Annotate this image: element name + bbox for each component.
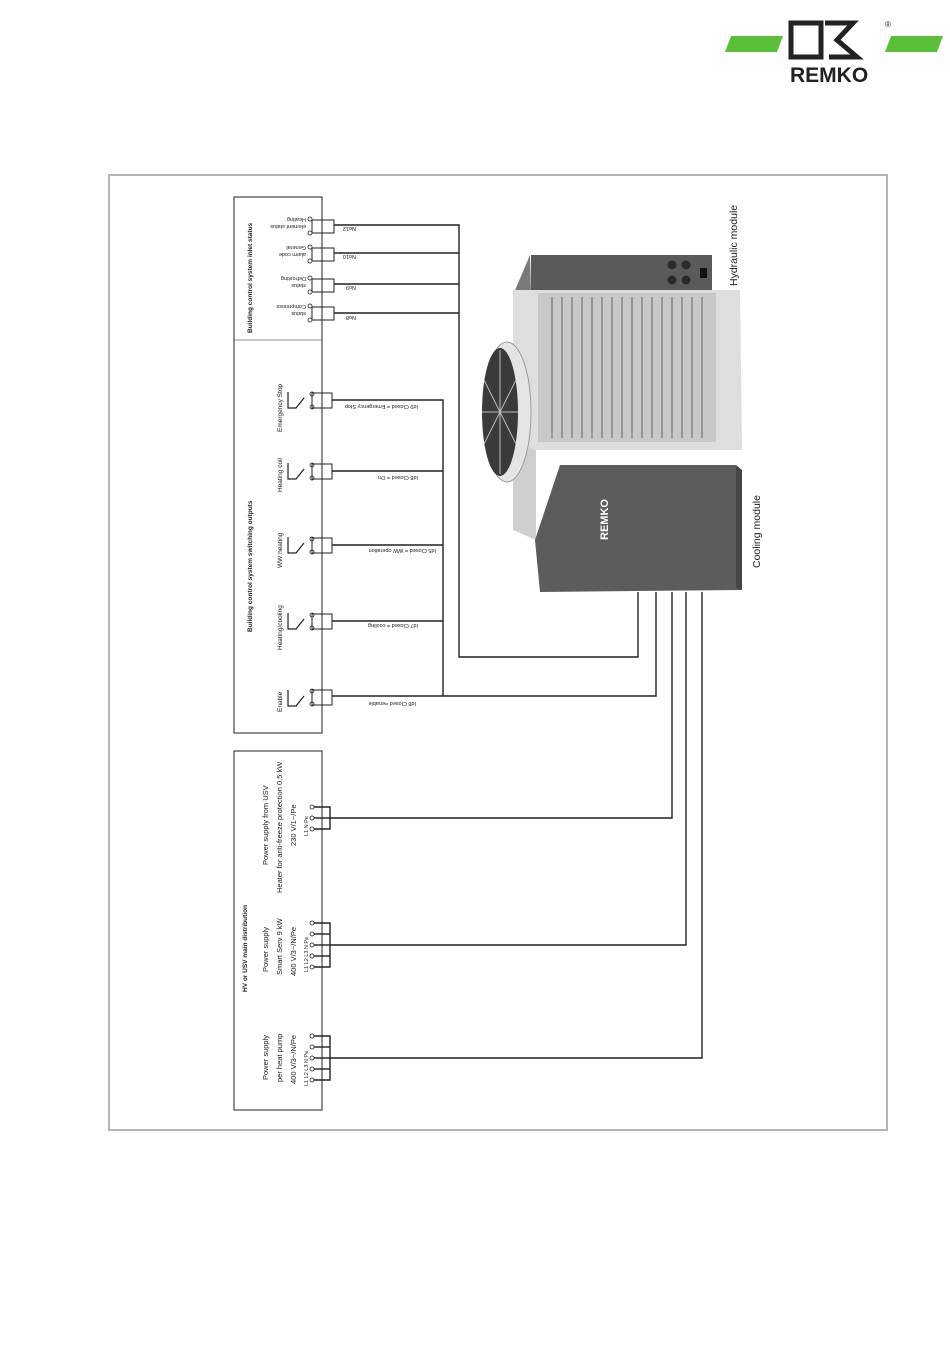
output-label: WW heating: [277, 532, 284, 568]
relay-coil: [312, 279, 334, 292]
relay-coil: [312, 307, 334, 320]
mains-line-2: per heat pump: [275, 1033, 284, 1082]
inlet-code: No8: [345, 314, 356, 320]
bus-inlet-title: Building control system inlet status: [247, 222, 254, 333]
mains-line-2: Smart Serv 9 kW: [275, 918, 284, 975]
inlet-code: No12: [342, 225, 356, 231]
inlet-label-1: Defrosting: [280, 275, 306, 281]
terminal: [308, 276, 312, 280]
inlet-code: No10: [342, 253, 356, 259]
output-label: Heating/cooling: [277, 605, 284, 650]
output-label: Enable: [277, 691, 284, 712]
switch-symbol: [288, 613, 304, 629]
terminal: [308, 231, 312, 235]
output-code: Id8 Closed = On: [378, 474, 418, 480]
mains-line-1: Power supply: [261, 1034, 270, 1080]
logo-registered-mark: ®: [885, 20, 891, 29]
mains-group-heat-pump: [261, 1034, 314, 1086]
inlet-label-1: Heating: [287, 216, 306, 222]
output-code: Id5 Closed = WW operation: [368, 547, 436, 553]
terminal: [308, 318, 312, 322]
connector-icon: [682, 261, 691, 270]
cooling-module-body: [535, 465, 742, 592]
relay-coil: [312, 220, 334, 233]
switch-symbol: [288, 463, 304, 479]
terminal: [308, 259, 312, 263]
unit-brand-text: REMKO: [599, 499, 611, 540]
switch-symbol: [288, 537, 304, 553]
terminal-labels: L1 L2 L3 N Pe: [304, 936, 310, 972]
inlet-label-1: Compressor: [276, 303, 306, 309]
hydraulic-module-label: Hydraulic module: [728, 204, 740, 286]
switch-symbol: [288, 690, 304, 706]
terminal: [308, 290, 312, 294]
inlet-label-2: element status: [270, 223, 306, 229]
mains-line-1: Power supply: [261, 926, 270, 972]
mains-line-1: Power supply from USV: [261, 785, 270, 865]
output-code: Id9 Closed = Emergency Stop: [344, 403, 418, 409]
terminal: [308, 245, 312, 249]
terminal: [308, 217, 312, 221]
heat-pump-unit: [482, 205, 763, 592]
mains-line-3: 400 V/3~/N/Pe: [289, 1035, 298, 1084]
condenser-grille: [538, 293, 716, 442]
mains-group-smartserv: [261, 917, 314, 976]
cooling-module-label: Cooling module: [751, 495, 763, 568]
output-emergency-stop: [277, 384, 418, 432]
output-label: Emergency Stop: [277, 383, 284, 432]
logo-wordmark: REMKO: [790, 64, 869, 87]
mains-group-usv: [261, 761, 314, 893]
terminal: [308, 304, 312, 308]
mains-title: HV or USV main distribution: [242, 904, 249, 992]
output-ww-heating: [277, 532, 436, 568]
inlet-label-2: status: [291, 310, 306, 316]
connector-icon: [668, 276, 677, 285]
inlet-label-2: alarm code: [278, 251, 306, 257]
connector-icon: [668, 261, 677, 270]
connector-icon: [682, 276, 691, 285]
bus-outputs-title: Building control system switching outputs: [247, 500, 254, 632]
terminal-labels: L1 N Pe: [304, 816, 310, 836]
terminal-labels: L1 L2 L3 N Pe: [304, 1050, 310, 1086]
output-heating-coil: [277, 457, 418, 492]
mains-line-3: 400 V/3~/N/Pe: [289, 927, 298, 976]
switch-symbol: [288, 392, 304, 408]
inlet-code: No9: [345, 284, 356, 290]
output-heating-cooling: [277, 605, 418, 650]
output-code: Id7 Closed = cooling: [368, 622, 418, 628]
output-enable: [277, 689, 416, 712]
relay-coil: [312, 248, 334, 261]
output-label: Heating coil: [277, 458, 284, 492]
mains-line-2: Heater for anti-freeze protection 0.5 kW: [275, 761, 284, 893]
mains-line-3: 230 V/1~/Pe: [289, 804, 298, 846]
inlet-label-2: status: [291, 282, 306, 288]
output-code: Id8 Closed =enable: [368, 700, 416, 706]
mains-wiring: [314, 592, 702, 1080]
inlet-label-1: General: [286, 244, 306, 250]
